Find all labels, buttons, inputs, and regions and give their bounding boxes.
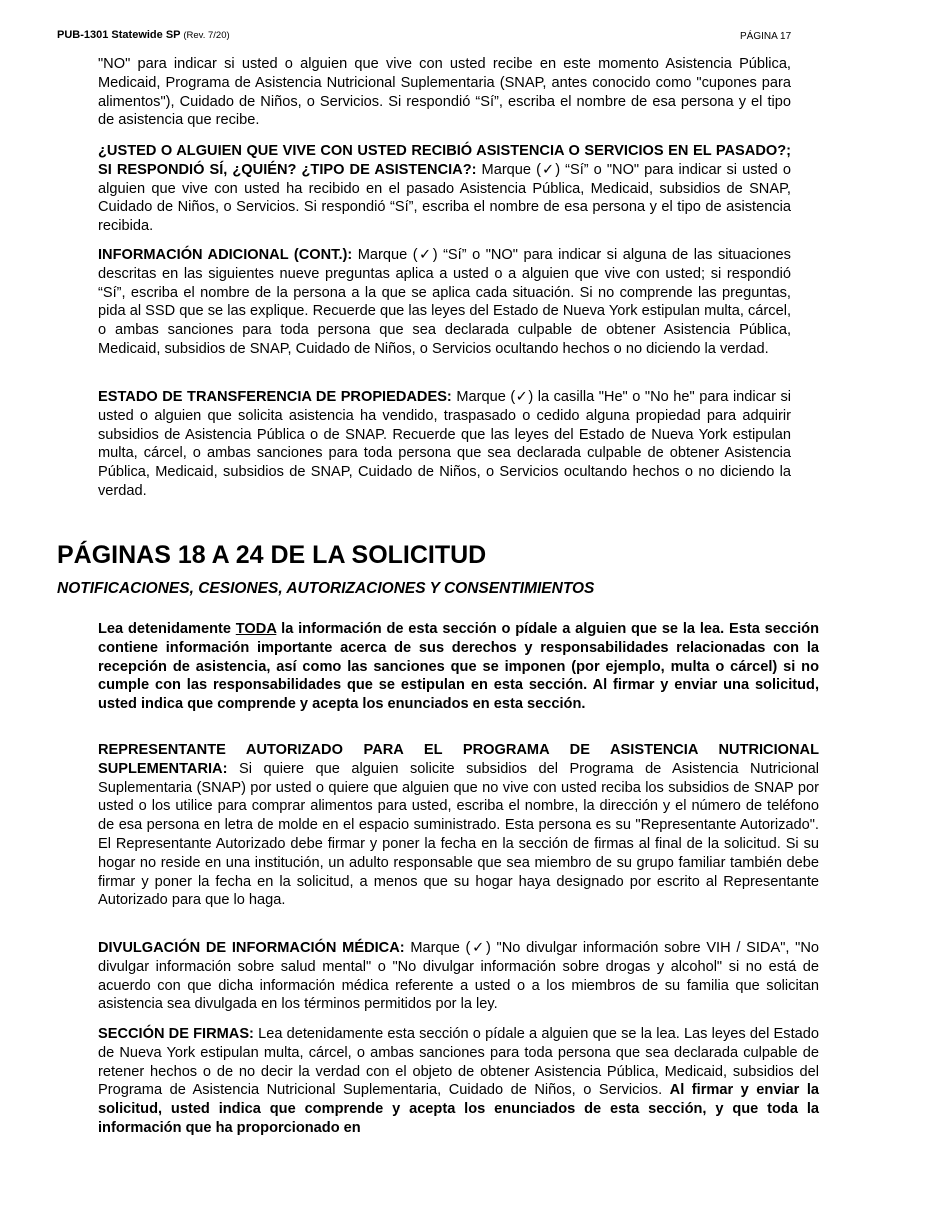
intro-underlined-word: TODA <box>235 621 277 637</box>
paragraph-current-assistance: "NO" para indicar si usted o alguien que vive con usted recibe en este momento Asistencia Pública, Medicaid, Programa de Asistencia Nutricional Suplementaria (SNAP, antes conocido como "cupones para alimentos"), Cuidado de Niños, o Servicios. Si respondió “Sí”, escriba el nombre de esa persona y el tipo de asistencia que recibe. <box>98 56 791 129</box>
paragraph-property-transfer <box>98 388 791 501</box>
paragraph-past-assistance <box>98 142 791 236</box>
past-assistance-body: Marque (✓) “Sí” o "NO" para indicar si usted o alguien que vive con usted ha recibido en el pasado Asistencia Pública, Medicaid, subsidios de SNAP, Cuidado de Niños, o Servicios. Si respondió “Sí”, escriba el nombre de esa persona y el tipo de asistencia recibida. <box>98 161 791 235</box>
property-transfer-title: ESTADO DE TRANSFERENCIA DE PROPIEDADES: <box>98 389 452 405</box>
property-transfer-body: Marque (✓) la casilla "He" o "No he" para indicar si usted o alguien que solicita asistencia ha vendido, traspasado o cedido alguna propiedad para adquirir subsidios de Asistencia Pública o de SNAP. Recuerde que las leyes del Estado de Nueva York estipulan multa, cárcel, o ambas sanciones para toda persona que sea declarada culpable de obtener Asistencia Pública, Medicaid, subsidios de SNAP, Cuidado de Niños, o Servicios ocultando hechos o no diciendo la verdad. <box>98 389 792 499</box>
medical-info-title: DIVULGACIÓN DE INFORMACIÓN MÉDICA: <box>98 940 405 956</box>
form-id <box>57 29 230 41</box>
additional-info-body: Marque (✓) “Sí” o "NO" para indicar si alguna de las situaciones descritas en las siguientes nueve preguntas aplica a usted o a alguien que vive con usted; si respondió “Sí”, escriba el nombre de la persona a la que se aplica cada situación. Si no comprende las preguntas, pida al SSD que se las explique. Recuerde que las leyes del Estado de Nueva York estipulan multa, cárcel, o ambas sanciones para toda persona que sea declarada culpable de obtener Asistencia Pública, Medicaid, subsidios de SNAP, Cuidado de Niños, o Servicios ocultando hechos o no diciendo la verdad. <box>98 247 791 357</box>
medical-info-body: Marque (✓) "No divulgar información sobre VIH / SIDA", "No divulgar información sobre salud mental" o "No divulgar información sobre drogas y alcohol" si no está de acuerdo con que dicha información médica referente a usted o a los miembros de su familia que solicitan asistencia sea divulgada en los términos permitidos por la ley. <box>98 940 819 1013</box>
section-subheading: NOTIFICACIONES, CESIONES, AUTORIZACIONES Y CONSENTIMIENTOS <box>57 580 595 597</box>
intro-rest: la información de esta sección o pídale a alguien que se la lea. Esta sección contiene información importante acerca de sus derechos y responsabilidades relacionadas con la recepción de asistencia, así como las sanciones que se imponen (por ejemplo, multa o cárcel) si no cumple con las responsabilidades que se estipulan en esta sección. Al firmar y enviar una solicitud, usted indica que comprende y acepta los enunciados en esta sección. <box>98 621 820 713</box>
past-assistance-title: ¿USTED O ALGUIEN QUE VIVE CON USTED RECIBIÓ ASISTENCIA O SERVICIOS EN EL PASADO?; SI RESPONDIÓ SÍ, ¿QUIÉN? ¿TIPO DE ASISTENCIA?: <box>98 143 791 178</box>
form-id-text: PUB-1301 Statewide SP <box>57 29 181 41</box>
signatures-bold-tail: Al firmar y enviar la solicitud, usted indica que comprende y acepta los enunciados de esta sección, y que toda la información que ha proporcionado en <box>98 1082 820 1136</box>
page-number: PÁGINA 17 <box>740 31 792 42</box>
paragraph-intro <box>98 620 819 714</box>
section-heading: PÁGINAS 18 A 24 DE LA SOLICITUD <box>57 541 487 569</box>
paragraph-authorized-rep <box>98 741 819 910</box>
paragraph-medical-info <box>98 939 819 1014</box>
revision: (Rev. 7/20) <box>183 30 230 41</box>
intro-start: Lea detenidamente <box>98 621 236 637</box>
additional-info-title: INFORMACIÓN ADICIONAL (CONT.): <box>98 247 353 263</box>
signatures-title: SECCIÓN DE FIRMAS: <box>98 1026 254 1042</box>
authorized-rep-body: Si quiere que alguien solicite subsidios del Programa de Asistencia Nutricional Suplementaria (SNAP) por usted o quiere que alguien que no vive con usted reciba los subsidios de SNAP por usted o los utilice para comprar alimentos para usted, escriba el nombre, la dirección y el número de teléfono de esa persona en letra de molde en el espacio suministrado. Esta persona es su "Representante Autorizado". El Representante Autorizado debe firmar y poner la fecha en la sección de firmas al final de la solicitud. Si su hogar no reside en una institución, un adulto responsable que sea miembro de su grupo familiar también debe firmar y poner la fecha en la solicitud, a menos que su hogar haya designado por escrito al Representante Autorizado para que lo haga. <box>98 760 819 909</box>
paragraph-signatures <box>98 1025 819 1138</box>
signatures-body: Lea detenidamente esta sección o pídale a alguien que se la lea. Las leyes del Estado de Nueva York estipulan multa, cárcel, o ambas sanciones para toda persona que sea declarada culpable de retener hechos o de no decir la verdad con el objeto de obtener Asistencia Pública, Medicaid, subsidios del Programa de Asistencia Nutricional Suplementaria, Cuidado de Niños, o Servicios. <box>98 1026 819 1099</box>
authorized-rep-title: REPRESENTANTE AUTORIZADO PARA EL PROGRAMA DE ASISTENCIA NUTRICIONAL SUPLEMENTARIA: <box>98 742 819 777</box>
paragraph-additional-info <box>98 246 791 359</box>
